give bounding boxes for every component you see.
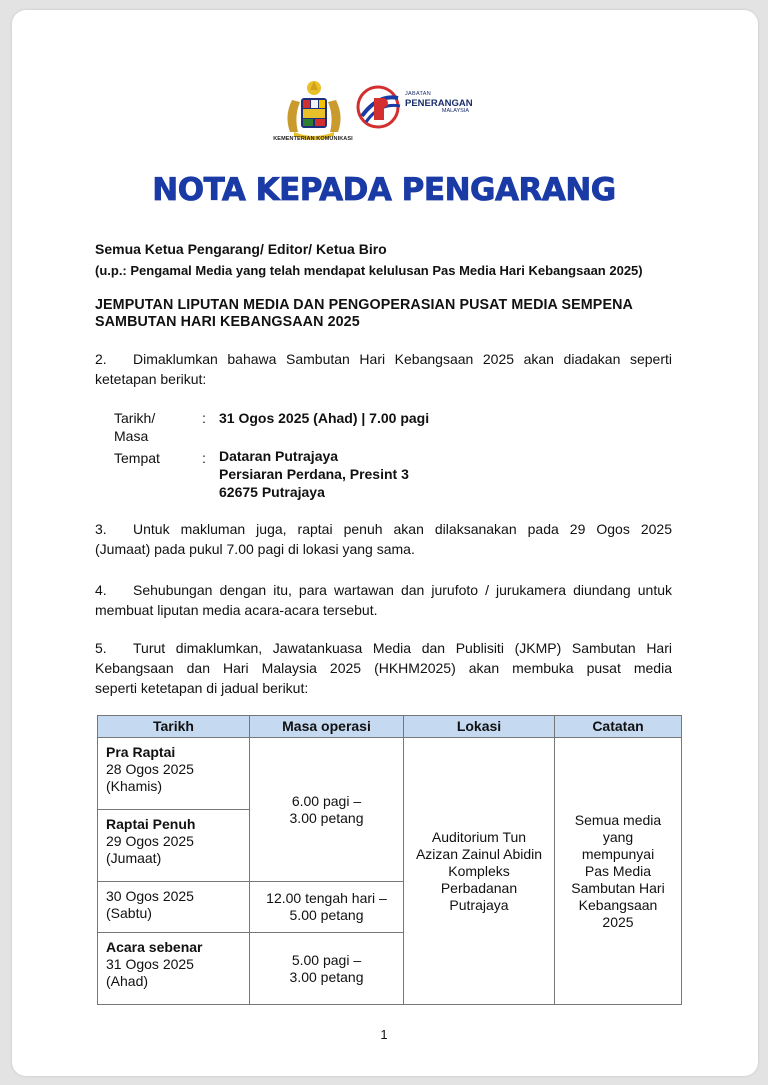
subject-line1: JEMPUTAN LIPUTAN MEDIA DAN PENGOPERASIAN PUSAT MEDIA SEMPENA — [95, 297, 633, 313]
paragraph-3-text1: Untuk makluman juga, raptai penuh akan dilaksanakan pada 29 Ogos 2025 — [133, 521, 672, 537]
table-cell-time-b — [249, 881, 404, 933]
subject-line2: SAMBUTAN HARI KEBANGSAAN 2025 — [95, 314, 360, 330]
location-line3: Kompleks — [448, 862, 510, 879]
time-a-line1: 6.00 pagi – — [291, 792, 362, 809]
addressee-line2: (u.p.: Pengamal Media yang telah mendapat kelulusan Pas Media Hari Kebangsaan 2025) — [95, 263, 643, 278]
paragraph-3 — [95, 519, 672, 559]
table-cell-acara-sebenar — [97, 932, 250, 1005]
remarks-line4: Pas Media — [584, 862, 652, 879]
paragraph-4-text1: Sehubungan dengan itu, para wartawan dan jurufoto / jurukamera diundang untuk — [133, 582, 672, 598]
paragraph-3-line2: (Jumaat) pada pukul 7.00 pagi di lokasi yang sama. — [95, 541, 415, 557]
row4-title: Acara sebenar — [106, 939, 203, 955]
table-cell-time-a — [249, 737, 404, 882]
table-header-masa: Masa operasi — [249, 715, 404, 738]
paragraph-2-text1: Dimaklumkan bahawa Sambutan Hari Kebangsaan 2025 akan diadakan seperti — [133, 351, 672, 367]
place-line1: Dataran Putrajaya — [219, 448, 339, 464]
paragraph-5-line1 — [95, 638, 672, 658]
location-line2: Azizan Zainul Abidin — [415, 845, 543, 862]
time-a-line2: 3.00 petang — [289, 809, 364, 826]
row2-date: 29 Ogos 2025 — [106, 833, 194, 849]
table-cell-pra-raptai — [97, 737, 250, 810]
row4-day: (Ahad) — [106, 973, 149, 989]
paragraph-2-number: 2. — [95, 351, 107, 367]
addressee-line1: Semua Ketua Pengarang/ Editor/ Ketua Biro — [95, 241, 387, 257]
paragraph-3-number: 3. — [95, 521, 107, 537]
date-value: 31 Ogos 2025 (Ahad) | 7.00 pagi — [219, 410, 430, 426]
paragraph-4 — [95, 580, 672, 620]
ministry-label: KEMENTERIAN KOMUNIKASI — [273, 136, 353, 142]
jpm-line3: MALAYSIA — [441, 108, 469, 114]
document-title: NOTA KEPADA PENGARANG — [152, 172, 616, 208]
paragraph-4-number: 4. — [95, 582, 107, 598]
row3-date: 30 Ogos 2025 — [106, 888, 194, 904]
jabatan-penerangan-logo — [354, 84, 402, 130]
remarks-line3: mempunyai — [581, 845, 655, 862]
row2-day: (Jumaat) — [106, 850, 162, 866]
table-cell-raptai-penuh — [97, 809, 250, 882]
row4-date: 31 Ogos 2025 — [106, 956, 194, 972]
time-b-line1: 12.00 tengah hari – — [266, 890, 387, 906]
remarks-line6: Kebangsaan — [578, 896, 658, 913]
place-colon: : — [202, 450, 206, 466]
remarks-line7: 2025 — [602, 913, 634, 930]
paragraph-5-line3: seperti ketetapan di jadual berikut: — [95, 680, 309, 696]
location-line4: Perbadanan — [440, 879, 518, 896]
row1-date: 28 Ogos 2025 — [106, 761, 194, 777]
date-label-2: Masa — [114, 428, 149, 444]
paragraph-4-line1 — [95, 580, 672, 600]
location-line1: Auditorium Tun — [431, 828, 527, 845]
paragraph-2-line1 — [95, 349, 672, 369]
table-header-lokasi: Lokasi — [403, 715, 555, 738]
time-c-line2: 3.00 petang — [289, 968, 364, 985]
paragraph-4-line2: membuat liputan media acara-acara tersebut. — [95, 602, 378, 618]
paragraph-2 — [95, 349, 672, 389]
subject-heading — [95, 297, 691, 331]
paragraph-3-line1 — [95, 519, 672, 539]
remarks-line2: yang — [602, 828, 634, 845]
page-number: 1 — [380, 1027, 388, 1042]
row3-day: (Sabtu) — [106, 905, 152, 921]
place-line2: Persiaran Perdana, Presint 3 — [219, 466, 409, 482]
media-centre-schedule-table — [97, 715, 682, 1005]
paragraph-5-number: 5. — [95, 640, 107, 656]
jpm-logo-text — [405, 92, 473, 115]
time-b-line2: 5.00 petang — [289, 907, 364, 923]
table-cell-30-ogos — [97, 881, 250, 933]
date-label-1: Tarikh/ — [114, 410, 156, 426]
place-label: Tempat — [114, 450, 160, 466]
paragraph-2-line2: ketetapan berikut: — [95, 371, 207, 387]
remarks-line5: Sambutan Hari — [571, 879, 665, 896]
paragraph-5-text1: Turut dimaklumkan, Jawatankuasa Media dan Publisiti (JKMP) Sambutan Hari — [133, 640, 672, 656]
table-header-tarikh: Tarikh — [97, 715, 250, 738]
remarks-line1: Semua media — [574, 811, 662, 828]
place-line3: 62675 Putrajaya — [219, 484, 325, 500]
date-colon: : — [202, 410, 206, 426]
jpm-line1: JABATAN — [405, 91, 432, 97]
paragraph-5-line2: Kebangsaan dan Hari Malaysia 2025 (HKHM2025) akan membuka pusat media — [95, 660, 672, 676]
time-c-line1: 5.00 pagi – — [291, 951, 362, 968]
row1-day: (Khamis) — [106, 778, 163, 794]
table-cell-time-c — [249, 932, 404, 1005]
paragraph-5 — [95, 638, 672, 698]
location-line5: Putrajaya — [449, 896, 509, 913]
table-cell-location — [403, 737, 555, 1005]
table-cell-remarks — [554, 737, 682, 1005]
row2-title: Raptai Penuh — [106, 816, 196, 832]
table-header-catatan: Catatan — [554, 715, 682, 738]
row1-title: Pra Raptai — [106, 744, 176, 760]
jpm-line2: PENERANGAN — [405, 97, 473, 109]
